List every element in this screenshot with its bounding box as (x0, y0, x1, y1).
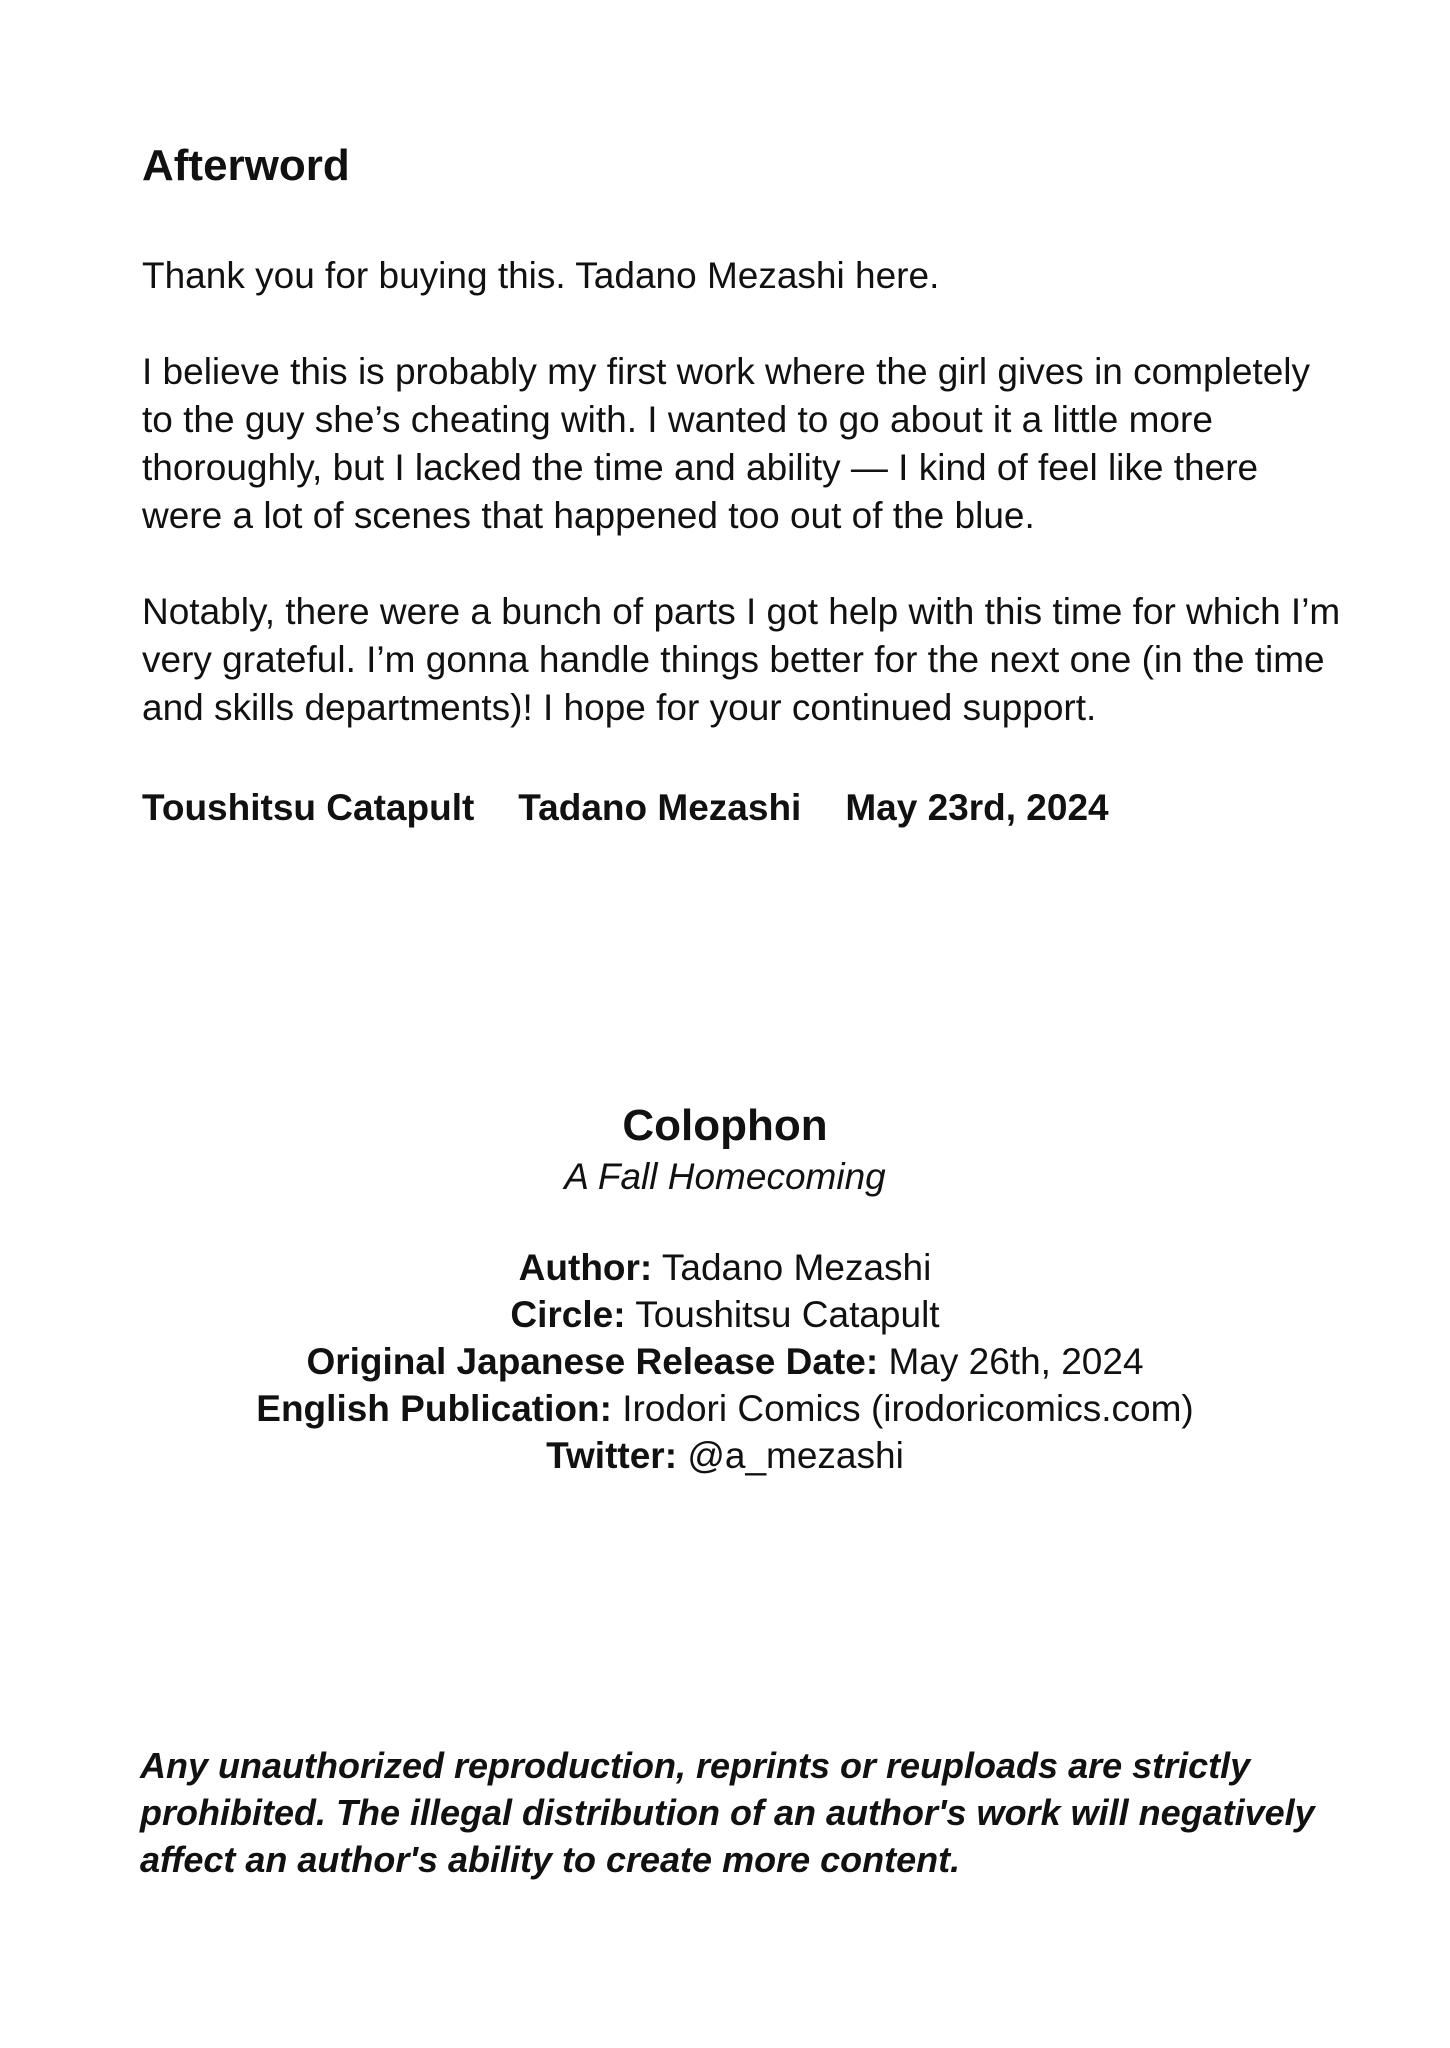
copyright-disclaimer: Any unauthorized reproduction, reprints or reuploads are strictly prohibited. The illegal distribution of an author's work will negatively affect an author's ability to create more content. (140, 1745, 1315, 1880)
colophon-section (0, 1098, 1450, 1479)
colophon-value: Toushitsu Catapult (635, 1294, 940, 1335)
afterword-title: Afterword (142, 141, 350, 190)
colophon-value: Tadano Mezashi (661, 1247, 932, 1288)
colophon-release-date-line (0, 1338, 1450, 1385)
colophon-author-line (0, 1244, 1450, 1291)
afterword-paragraph: Notably, there were a bunch of parts I got help with this time for which I’m very grateful. I’m gonna handle things better for the next one (in the time and skills departments)! I hope for your continued support. (142, 591, 1341, 728)
colophon-label: Circle: (510, 1294, 626, 1335)
colophon-label: Author: (518, 1247, 653, 1288)
signature-circle: Toushitsu Catapult (142, 787, 475, 828)
colophon-publication-line (0, 1385, 1450, 1432)
afterword-signature (142, 784, 1342, 832)
signature-author: Tadano Mezashi (518, 787, 802, 828)
colophon-label: Twitter: (546, 1435, 678, 1476)
colophon-circle-line (0, 1291, 1450, 1338)
colophon-title: Colophon (622, 1101, 828, 1150)
signature-date: May 23rd, 2024 (845, 787, 1109, 828)
afterword-paragraph: I believe this is probably my first work where the girl gives in completely to the guy she’s cheating with. I wanted to go about it a little more thoroughly, but I lacked the time and ability — I kind of feel like there were a lot of scenes that happened too out of the blue. (142, 351, 1311, 536)
colophon-subtitle: A Fall Homecoming (564, 1156, 886, 1197)
afterword-paragraph: Thank you for buying this. Tadano Mezashi here. (142, 255, 940, 296)
colophon-twitter-line (0, 1432, 1450, 1479)
colophon-label: English Publication: (256, 1388, 612, 1429)
colophon-value: May 26th, 2024 (888, 1341, 1144, 1382)
colophon-label: Original Japanese Release Date: (306, 1341, 879, 1382)
colophon-value: @a_mezashi (687, 1435, 904, 1476)
colophon-value: Irodori Comics (irodoricomics.com) (622, 1388, 1194, 1429)
afterword-section (142, 138, 1342, 832)
